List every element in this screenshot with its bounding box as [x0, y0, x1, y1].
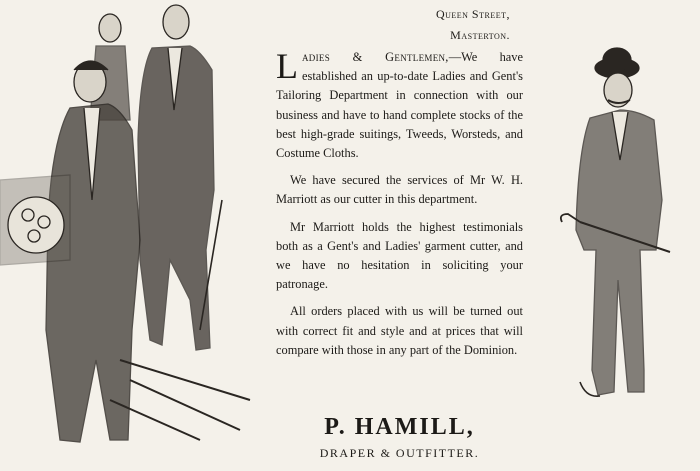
- proprietor-name: P. HAMILL,: [324, 414, 475, 440]
- address-town: Masterton.: [450, 28, 510, 42]
- paragraph-introduction-text: —We have established an up-to-date Ladies and Gent's Tailoring Department in connection with our business and have to hand complete stocks of the best high-grade suitings, Tweeds, Worsteds, and Costume Cloths.: [276, 50, 523, 161]
- address-street: Queen Street,: [435, 7, 510, 21]
- paragraph-testimonials: Mr Marriott holds the highest testimonials both as a Gent's and Ladies' garment cutter, and we have no hesitation in soliciting your patronage.: [276, 219, 523, 292]
- salutation: adies & Gentlemen,: [302, 50, 449, 64]
- advertisement-copy: [276, 48, 523, 368]
- proprietor-trade: DRAPER & OUTFITTER.: [319, 446, 480, 460]
- drop-cap: L: [276, 46, 298, 86]
- paragraph-orders: All orders placed with us will be turned out with correct fit and style and at prices that will compare with those in any part of the Dominion.: [276, 304, 523, 357]
- paragraph-introduction: [276, 48, 523, 163]
- three-gentlemen-illustration: [0, 0, 262, 471]
- paragraph-cutter: We have secured the services of Mr W. H. Marriott as our cutter in this department.: [276, 173, 523, 207]
- gentleman-with-cane-illustration: [540, 0, 700, 471]
